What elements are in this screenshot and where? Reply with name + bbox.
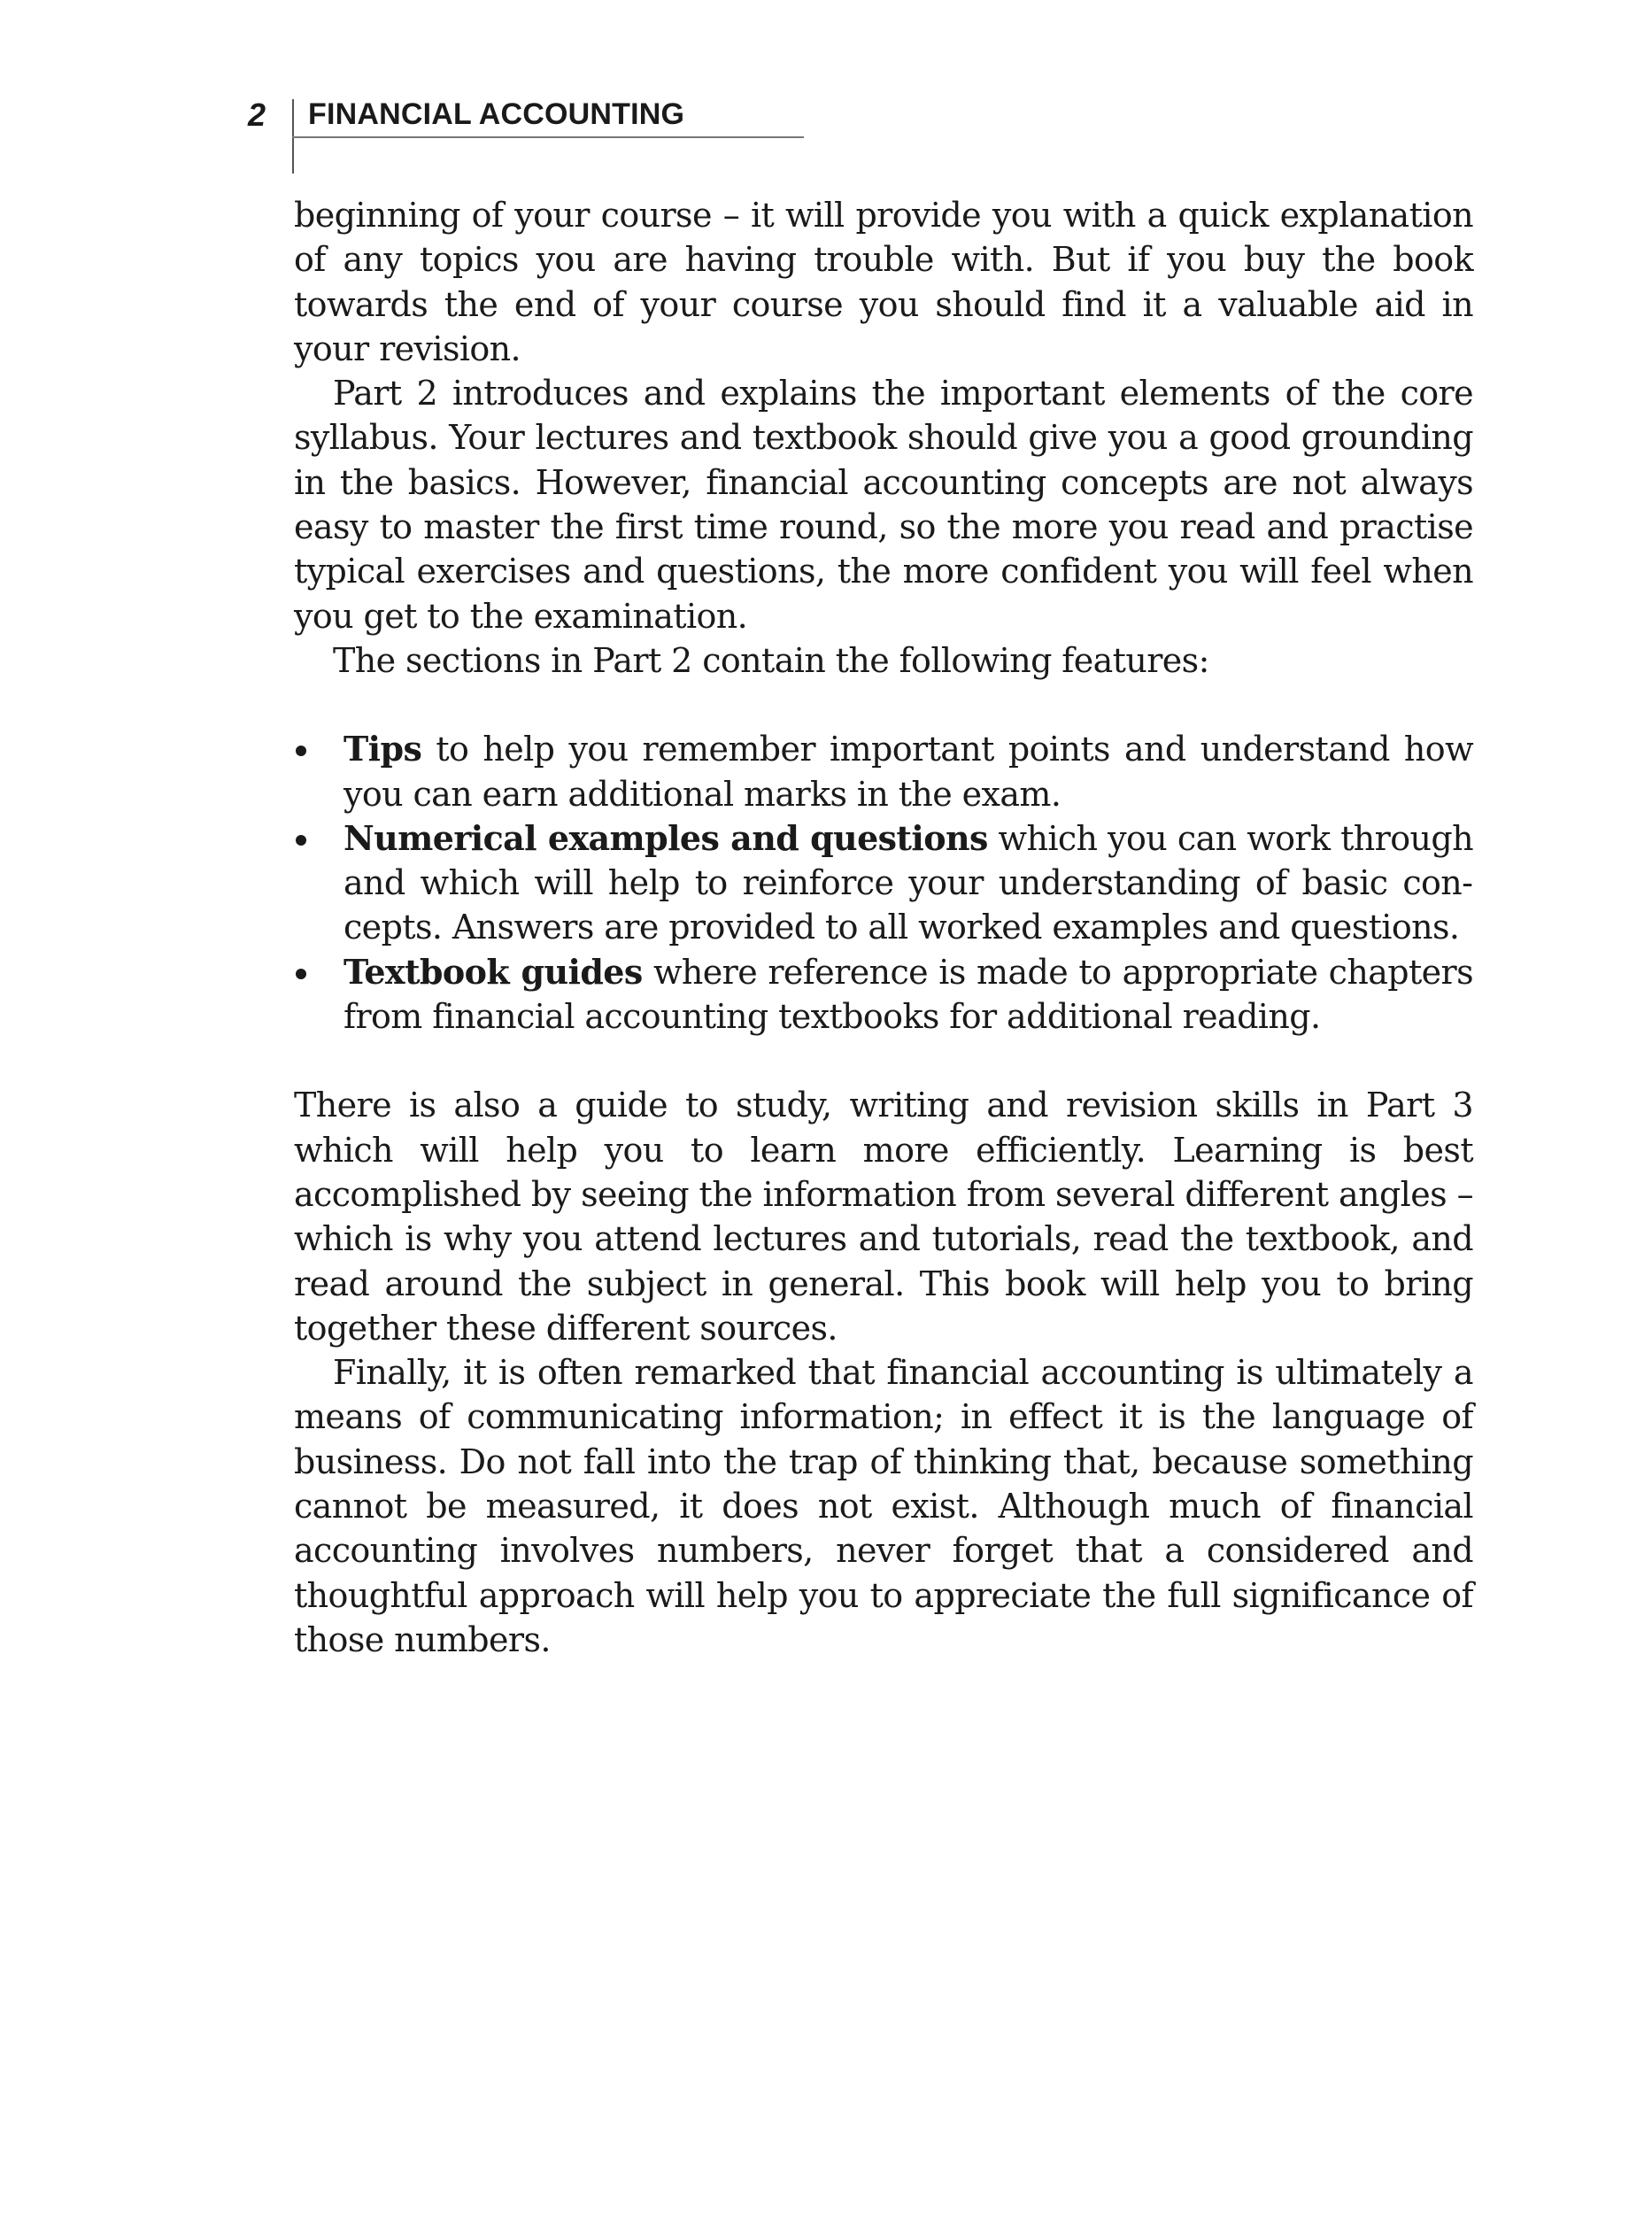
paragraph-2: Part 2 introduces and explains the important elements of the core syllabus. Your lectures and textbook should give you a good grounding in the basics. However, financial accounting concepts are not always easy to master the first time round, so the more you read and practise typical exercises and questions, the more confident you will feel when you get to the examination. xyxy=(294,374,1473,636)
running-head xyxy=(248,96,806,175)
header-horizontal-rule xyxy=(292,136,804,138)
feature-term: Textbook guides xyxy=(344,951,643,992)
feature-term: Numerical examples and questions xyxy=(344,817,988,858)
feature-term: Tips xyxy=(344,729,422,769)
page-number: 2 xyxy=(248,97,266,133)
feature-description: to help you remember important points and understand how you can earn additional marks in the exam. xyxy=(344,730,1473,814)
paragraph-4: There is also a guide to study, writing and revision skills in Part 3 which will help you to learn more efficiently. Learning is best accomplished by seeing the information from several different angles – which is why you attend lectures and tutorials, read the textbook, and read around the subject in general. This book will help you to bring together these different sources. xyxy=(294,1086,1473,1348)
bullet-icon xyxy=(296,746,306,756)
paragraph-3: The sections in Part 2 contain the following features: xyxy=(333,640,1209,680)
bullet-icon xyxy=(296,969,306,979)
list-item xyxy=(294,727,1473,816)
paragraph-1: beginning of your course – it will provide you with a quick explanation of any topics you are having trouble with. But if you buy the book towards the end of your course you should find it a valuable aid in your revision. xyxy=(294,196,1473,368)
paragraph-5: Finally, it is often remarked that financial accounting is ultimately a means of communicating information; in effect it is the language of business. Do not fall into the trap of thinking that, because something cannot be measured, it does not exist. Although much of financial accounting involves numbers, never forget that a considered and thoughtful approach will help you to appreciate the full significance of those numbers. xyxy=(294,1353,1473,1659)
feature-description: which you can work through and which will help to reinforce your understanding of basic concepts. Answers are provided to all worked examples and questions. xyxy=(344,818,1473,947)
list-item xyxy=(294,816,1473,950)
features-list xyxy=(294,727,1473,1039)
running-head-title: FINANCIAL ACCOUNTING xyxy=(308,97,685,131)
body-text xyxy=(294,193,1473,1662)
list-item xyxy=(294,950,1473,1039)
feature-description: where reference is made to appropriate chapters from financial accounting textbooks for additional reading. xyxy=(344,952,1474,1037)
bullet-icon xyxy=(296,835,306,846)
